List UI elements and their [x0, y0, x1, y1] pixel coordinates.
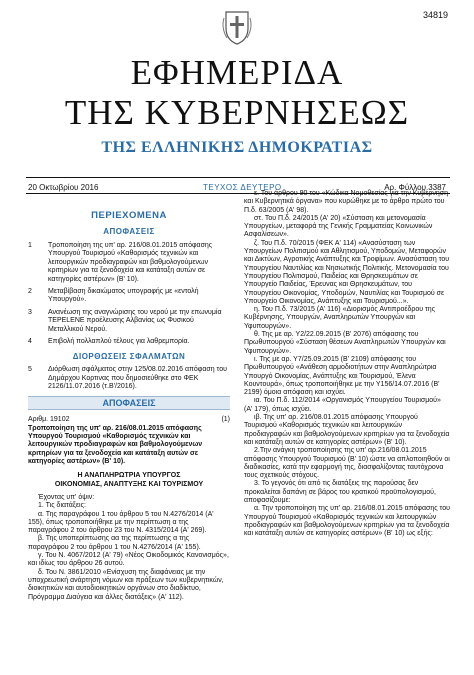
- contents-item: 4 Επιβολή πολλαπλού τέλους για λαθρεμπορία.: [28, 338, 190, 346]
- paragraph: γ. Του Ν. 4067/2012 (Α' 79) «Νέος Οικοδομικός Κανονισμός», και ιδίως του άρθρου 26 αυτού.: [28, 552, 229, 568]
- paragraph: ι. Της με αρ. Υ7/25.09.2015 (Β' 2109) απόφασης του Πρωθυπουργού «Ανάθεση αρμοδιοτήτων στην Αναπληρώτρια Υπουργό Οικονομίας, Ανάπτυξης και Τουρισμού, Έλενα Κουντουρά», όπως τροποποιήθηκε με την Υ156/14.07.2016 (Β' 2199) όμοια απόφαση και ισχύει.: [244, 355, 440, 397]
- contents-heading: ΠΕΡΙΕΧΟΜΕΝΑ: [91, 210, 167, 221]
- issue-series: ΤΕΥΧΟΣ ΔΕΥΤΕΡΟ: [203, 183, 282, 192]
- paragraph: 3. Το γεγονός ότι από τις διατάξεις της παρούσας δεν προκαλείται δαπάνη σε βάρος του κρατικού προϋπολογισμού, αποφασίζουμε:: [244, 480, 436, 504]
- paragraph: 2.Την ανάγκη τροποποίησης της υπ' αρ.216/08.01.2015 απόφασης Υπουργού Τουρισμού (Β' 10) ώστε να απλοποιηθούν οι διαδικασίες, κατά την εφαρμογή της, διασφαλίζοντας ταυτόχρονα τους σχετικούς στόχους.: [244, 447, 450, 480]
- paragraph: θ. Της με αρ. Υ2/22.09.2015 (Β' 2076) απόφασης του Πρωθυπουργού «Σύσταση θέσεων Αναπληρωτών Υπουργών και Υφυπουργών».: [244, 331, 446, 355]
- paragraph: δ. Του Ν. 3861/2010 «Ενίσχυση της διαφάνειας με την υποχρεωτική ανάρτηση νόμων και πράξεων των κυβερνητικών, διοικητικών και αυτοδιοικητικών οργάνων στο διαδίκτυο, Πρόγραμμα Διαύγεια και άλλες διατάξεις» (Α' 112).: [28, 568, 224, 601]
- coat-of-arms-emblem: [220, 8, 254, 46]
- right-column: [244, 190, 450, 538]
- decision-number: Αριθμ. 19102: [28, 415, 70, 423]
- paragraph: ια. Του Π.δ. 112/2014 «Οργανισμός Υπουργείου Τουρισμού» (Α' 179), όπως ισχύει.: [244, 397, 441, 413]
- paragraph: β. Της υποπερίπτωσης αα της περίπτωσης α της παραγράφου 2 του άρθρου 1 του Ν.4276/2014 (Α' 155).: [28, 535, 201, 551]
- paragraph: α. Την τροποποίηση της υπ' αρ. 216/08.01.2015 απόφασης του Υπουργού Τουρισμού «Καθορισμός τεχνικών και λειτουργικών προδιαγραφών και βαθμολογούμενων κριτηρίων για τα ξενοδοχεία και κατάταξη αυτών σε κατηγορίες αστέρων» (Β' 10) ως εξής:: [244, 505, 450, 538]
- errata-item: 5 Διόρθωση σφάλματος στην 125/08.02.2016 απόφαση του Δημάρχου Κορτινας που δημοσιεύθηκε στο ΦΕΚ 2126/11.07.2016 (τ.Β'/2016).: [28, 366, 227, 391]
- contents-item: 3 Ανανέωση της αναγνώρισης του νερού με την επωνυμία TEPELENE προέλευσης Αλβανίας ως Φυσικού Μεταλλικού Νερού.: [28, 308, 222, 333]
- header-rule-top: [26, 177, 450, 178]
- issue-date: 20 Οκτωβρίου 2016: [28, 183, 99, 192]
- paragraph: 1. Τις διατάξεις:: [38, 502, 86, 510]
- masthead-line-1: ΕΦΗΜΕΡΙΔΑ: [130, 53, 344, 92]
- decision-body-left: [28, 494, 230, 602]
- paragraph: ζ. Του Π.δ. 70/2015 (ΦΕΚ Α' 114) «Ανασύσταση των Υπουργείων Πολιτισμού και Αθλητισμού, Υποδομών, Μεταφορών και Δικτύων, Αγροτικής Ανάπτυξης και Τροφίμων. Ανασύσταση του Υπουργείου Ναυτιλίας και Νησιωτικής Πολιτικής. Μετονομασία του Υπουργείου Πολιτισμού, Παιδείας και Θρησκευμάτων σε Υπουργείο Παιδείας, Έρευνας και Θρησκευμάτων, του Υπουργείου Οικονομίας, Υποδομών, Ναυτιλίας και Τουρισμού σε Υπουργείο Οικονομίας, Ανάπτυξης και Τουρισμού...».: [244, 239, 450, 305]
- decision-ref: (1): [221, 415, 230, 423]
- masthead-line-3: ΤΗΣ ΕΛΛΗΝΙΚΗΣ ΔΗΜΟΚΡΑΤΙΑΣ: [101, 139, 373, 156]
- paragraph: η. Του Π.δ. 73/2015 (Α' 116) «Διορισμός Αντιπροέδρου της Κυβέρνησης, Υπουργών, Αναπληρωτών Υπουργών και Υφυπουργών».: [244, 306, 436, 330]
- decisions-band: ΑΠΟΦΑΣΕΙΣ: [28, 396, 230, 410]
- decision-title: Τροποποίηση της υπ' αρ. 216/08.01.2015 απόφασης Υπουργού Τουρισμού «Καθορισμός τεχνικών και λειτουργικών προδιαγραφών και βαθμολογούμενων κριτηρίων για τα ξενοδοχεία και κατάταξη αυτών σε κατηγορίες αστέρων» (Β' 10).: [28, 424, 203, 465]
- errata-heading: ΔΙΟΡΘΩΣΕΙΣ ΣΦΑΛΜΑΤΩΝ: [72, 352, 186, 362]
- paragraph: ιβ. Της υπ' αρ. 216/08.01.2015 απόφασης Υπουργού Τουρισμού «Καθορισμός τεχνικών και λειτουργικών προδιαγραφών και βαθμολογούμενων κριτηρίων για τα ξενοδοχεία και κατάταξη αυτών σε κατηγορίες αστέρων» (Β' 10).: [244, 414, 450, 446]
- contents-decisions-heading: ΑΠΟΦΑΣΕΙΣ: [103, 227, 155, 236]
- errata-list: [28, 366, 230, 391]
- left-column: [28, 196, 230, 602]
- decision-number-row: [28, 416, 230, 423]
- paragraph: α. Της παραγράφου 1 του άρθρου 5 του Ν.4276/2014 (Α' 155), όπως τροποποιήθηκε με την περίπτωση α της παραγράφου 2 του άρθρου 23 του Ν. 4315/2014 (Α' 269).: [28, 510, 214, 535]
- paragraph: Έχοντας υπ' όψιν:: [38, 493, 95, 501]
- masthead-line-2: ΤΗΣ ΚΥΒΕΡΝΗΣΕΩΣ: [64, 93, 410, 132]
- decision-authority: Η ΑΝΑΠΛΗΡΩΤΡΙΑ ΥΠΟΥΡΓΟΣ ΟΙΚΟΝΟΜΙΑΣ, ΑΝΑΠΤΥΞΗΣ ΚΑΙ ΤΟΥΡΙΣΜΟΥ: [54, 472, 204, 488]
- issue-sheet-number: Αρ. Φύλλου 3387: [384, 183, 446, 192]
- contents-item: 1 Τροποποίηση της υπ' αρ. 216/08.01.2015 απόφασης Υπουργού Τουρισμού «Καθορισμός τεχνικών και λειτουργικών προδιαγραφών και βαθμολογούμενων κριτηρίων για τα ξενοδοχεία και κατάταξη αυτών σε κατηγορίες αστέρων» (Β' 10).: [28, 242, 213, 283]
- paragraph: στ. Του Π.δ. 24/2015 (Α' 20) «Σύσταση και μετονομασία Υπουργείων, μεταφορά της Γενικής Γραμματείας Κοινωνικών Ασφαλίσεων».: [244, 214, 433, 239]
- page-number: 34819: [422, 10, 448, 20]
- contents-list: [28, 242, 230, 346]
- paragraph: ε. Του άρθρου 90 του «Κώδικα Νομοθεσίας για την Κυβέρνηση και Κυβερνητικά όργανα» που κυρώθηκε με το άρθρο πρώτο του Π.δ. 63/2005 (Α' 98).: [244, 190, 449, 214]
- contents-item: 2 Μεταβίβαση δικαιώματος υπογραφής με «εντολή Υπουργού».: [28, 288, 199, 304]
